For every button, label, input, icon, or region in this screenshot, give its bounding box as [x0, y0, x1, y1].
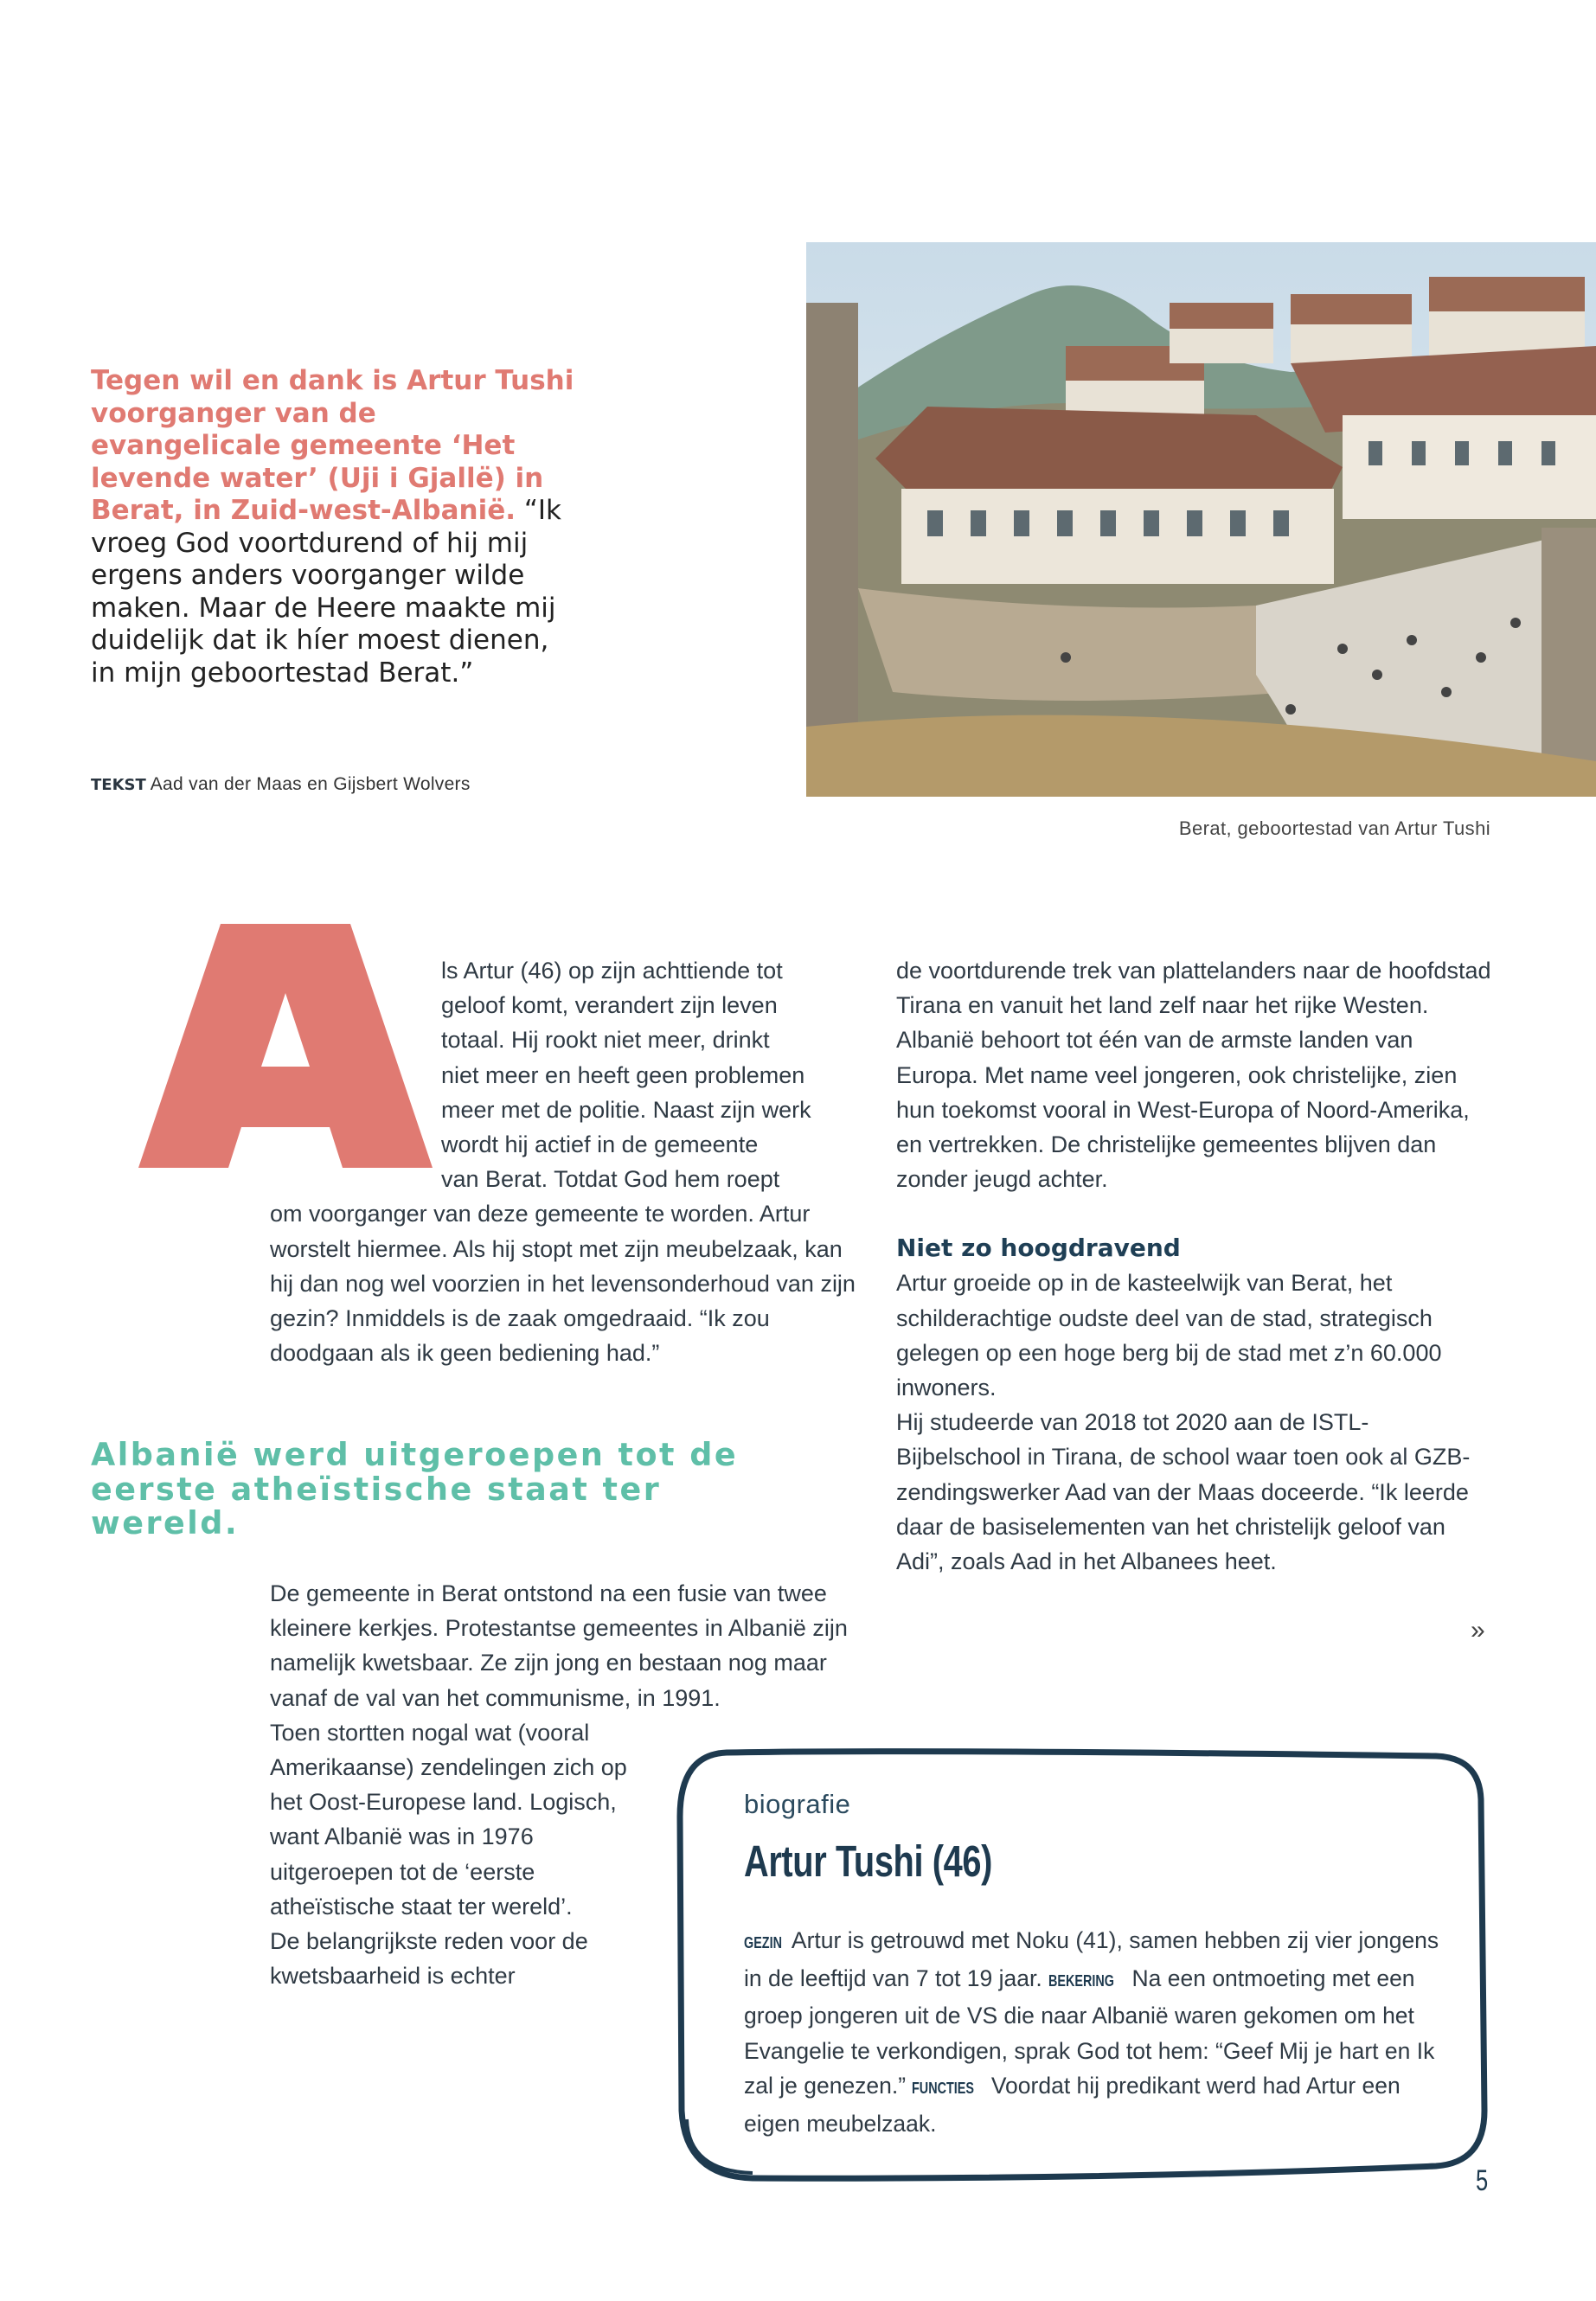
paragraph: De belangrijkste reden voor de kwetsbaarheid is echter [270, 1928, 588, 1990]
bio-text [744, 1923, 1453, 2141]
intro-paragraph [91, 365, 575, 689]
paragraph: Hij studeerde van 2018 tot 2020 aan de ISTL-Bijbelschool in Tirana, de school waar toen ook al GZB-zendingswerker Aad van der Maas doceerde. “Ik leerde daar de basiselementen van het christelijk geloof van Adi”, zoals Aad in het Albanees heet. [896, 1409, 1471, 1575]
article-column-2 [896, 953, 1493, 1579]
text-line: totaal. Hij rookt niet meer, drinkt [441, 1027, 770, 1054]
bio-tag-functies: FUNCTIES [912, 2080, 975, 2097]
author-credit [91, 774, 471, 795]
bio-text-bekering: Na een ontmoeting met een groep jongeren uit de VS die naar Albanië waren gekomen om het Evangelie te verkondigen, sprak God tot hem: “Geef Mij je hart en Ik zal je genezen.” [744, 1965, 1435, 2099]
bio-text-gezin: Artur is getrouwd met Noku (41), samen hebben zij vier jongens in de leeftijd van 7 tot 19 jaar. [744, 1927, 1439, 1991]
intro-lead: Tegen wil en dank is Artur Tushi voorganger van de evangelicale gemeente ‘Het levende water’ (Uji i Gjallë) in Berat, in Zuid-west-Albanië. [91, 365, 574, 526]
credit-label: TEKST [91, 776, 146, 794]
berat-illustration [806, 242, 1596, 797]
biography [744, 1789, 1453, 2141]
paragraph: om voorganger van deze gemeente te worden. Artur worstelt hiermee. Als hij stopt met zijn meubelzaak, kan hij dan nog wel voorzien in het levensonderhoud van zijn gezin? Inmiddels is de zaak omgedraaid. “Ik zou doodgaan als ik geen bediening had.” [270, 1201, 856, 1367]
page-number: 5 [1476, 2164, 1489, 2197]
text-line: ls Artur (46) op zijn achttiende tot [441, 958, 783, 984]
paragraph: Toen stortten nogal wat (vooral Amerikaanse) zendelingen zich op het Oost-Europese land. Logisch, want Albanië was in 1976 uitgeroepen tot de ‘eerste atheïstische staat ter wereld’. [270, 1719, 627, 1920]
section-heading: Niet zo hoogdravend [896, 1234, 1181, 1263]
bio-tag-gezin: GEZIN [744, 1934, 783, 1952]
text-line: wordt hij actief in de gemeente [441, 1131, 759, 1158]
text-line: meer met de politie. Naast zijn werk [441, 1096, 811, 1123]
pull-quote: Albanië werd uitgeroepen tot de eerste atheïstische staat ter wereld. [91, 1436, 739, 1541]
intro-quote: “Ik vroeg God voortdurend of hij mij ergens anders voorganger wilde maken. Maar de Heere maakte mij duidelijk dat ik híer moest dienen, in mijn geboortestad Berat.” [91, 495, 562, 689]
text-line: niet meer en heeft geen problemen [441, 1061, 805, 1088]
text-line: van Berat. Totdat God hem roept [441, 1166, 780, 1193]
paragraph-part: De gemeente in Berat ontstond na een fusie van twee kleinere kerkjes. Protestantse gemeentes in Albanië zijn namelijk kwetsbaar. Ze zijn jong en bestaan nog maar vanaf de val van het communisme, in 1991. [270, 1580, 848, 1711]
bio-text-functies: Voordat hij predikant werd had Artur een eigen meubelzaak. [744, 2073, 1401, 2137]
credit-names: Aad van der Maas en Gijsbert Wolvers [150, 774, 471, 794]
paragraph [270, 1576, 858, 1715]
berat-photo [806, 242, 1596, 797]
bio-tag-bekering: BEKERING [1048, 1971, 1115, 1990]
bio-label: biografie [744, 1789, 851, 1819]
bio-name: Artur Tushi (46) [744, 1836, 992, 1886]
paragraph: de voortdurende trek van plattelanders naar de hoofdstad Tirana en vanuit het land zelf naar het rijke Westen. Albanië behoort tot één van de armste landen van Europa. Met name veel jongeren, ook christelijke, zien hun toekomst vooral in West-Europa of Noord-Amerika, en vertrekken. De christelijke gemeentes blijven dan zonder jeugd achter. [896, 958, 1491, 1193]
text-line: geloof komt, verandert zijn leven [441, 992, 778, 1019]
continue-marker: » [1471, 1616, 1485, 1644]
article-column-1-top [270, 953, 867, 1370]
photo-caption: Berat, geboortestad van Artur Tushi [1178, 817, 1490, 839]
paragraph: Artur groeide op in de kasteelwijk van Berat, het schilderachtige oudste deel van de stad, strategisch gelegen op een hoge berg bij de stad met z’n 60.000 inwoners. [896, 1270, 1442, 1401]
